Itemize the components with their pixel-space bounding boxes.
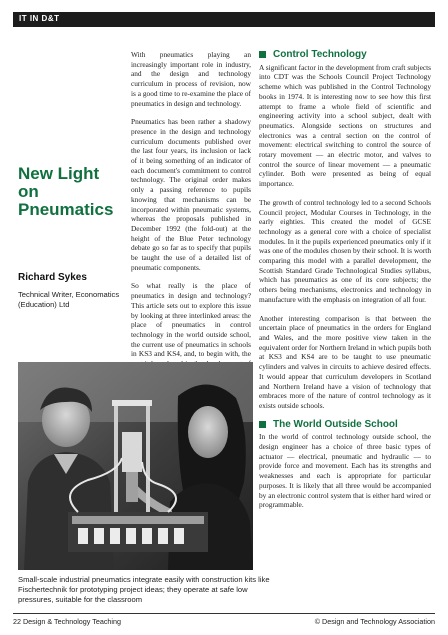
- paragraph: Pneumatics has been rather a shadowy presence in the design and technology curriculum documents published over the last four years, its inclusion or lack of it being something of an indicator of each document's commitment to control technology. The original order makes only a passing reference to pupils knowing that mechanisms can be incorporated within pneumatic systems, whereas the proposals published in December 1992 (the fold-out) at the height of the Blue Peter technology debate go so far as to specify that pupils be taught the use of a detailed list of pneumatic components.: [131, 117, 251, 272]
- headline-line-2: on: [18, 182, 39, 201]
- section-heading: [259, 420, 431, 430]
- section-tag-bar: [13, 12, 435, 27]
- author-name: Richard Sykes: [18, 272, 87, 283]
- paragraph: In the world of control technology outside school, the design engineer has a choice of three basic types of actuator — electrical, pneumatic and hydraulic — to provide force and movement. Each has its strengths and weaknesses and each is appropriate for particular purposes. It is likely that all three would be accompanied by an electronic control system that is either hard wired or programmable.: [259, 432, 431, 510]
- body-column-2: [131, 50, 251, 388]
- paragraph: The growth of control technology led to a second Schools Council project, Modular Courses in Technology, in the early eighties. This created the model of GCSE technology as a general core with a choice of specialist modules. In it the pupils experienced pneumatics only if it was one of the modules chosen by their school. It is worth comparing this model with a parallel development, the Scottish Standard Grade Technological Studies syllabus, which has pneumatics as one of its core subjects; the others being mechanisms, electronics and technology in manufacture with the emphasis on integration of all four.: [259, 197, 431, 304]
- section-heading-text: The World Outside School: [273, 418, 398, 430]
- author-role: Technical Writer, Economatics (Education) Ltd: [18, 290, 120, 309]
- article-headline: [18, 165, 128, 219]
- body-column-3: [259, 50, 431, 519]
- paragraph: So what really is the place of pneumatics in design and technology? This article sets out to explore this issue by looking at three interlinked areas: the place of pneumatics in control technology in the world outside school, the current use of pneumatics in schools in KS3 and KS4, and, to begin with, the: [131, 281, 251, 359]
- section-heading-text: Control Technology: [273, 49, 367, 60]
- classroom-photo: [18, 362, 253, 570]
- square-bullet-icon: [259, 421, 266, 428]
- footer-page-number: 22 Design & Technology Teaching: [13, 617, 122, 626]
- paragraph: With pneumatics playing an increasingly important role in industry, and the design and technology curriculum in process of revision, now is a good time to re-examine the place of pneumatics in design and technology.: [131, 50, 251, 108]
- paragraph: A significant factor in the development from craft subjects into CDT was the Schools Council Project Technology scheme which was published in the Control Technology books in 1974. It is interesting now to see how this first attempt to frame a whole field of scientific and engineering activity into a school subject, dealt with pneumatics. Alongside sections on structures and electronics was a central section on the control of movement: electrical switching to control the source of rotary movement — an electric motor, and valves to control the source of linear movement — a pneumatic cylinder. Both were presented as being of equal importance.: [259, 62, 431, 189]
- headline-line-1: New Light: [18, 164, 100, 183]
- footer-copyright: © Design and Technology Association: [314, 617, 435, 626]
- headline-line-3: Pneumatics: [18, 200, 114, 219]
- footer-divider: [13, 613, 435, 614]
- photo-caption: Small-scale industrial pneumatics integrate easily with construction kits like Fischertechnik for prototyping project ideas; they operate at safe low pressures, suitable for the classroom: [18, 575, 270, 604]
- paragraph: Another interesting comparison is that between the uncertain place of pneumatics in the orders for England and Wales, and the more positive view taken in the equivalent order for Northern Ireland in which pupils both at KS3 and KS4 are to be taught to use pneumatic cylinders and valves in circuits to achieve desired effects. It would appear that curriculum developers in Scotland and Northern Ireland have a vision of technology that embraces more of the nature of control technology as it exists outside schools.: [259, 313, 431, 410]
- square-bullet-icon: [259, 51, 266, 58]
- section-heading: [259, 50, 431, 60]
- section-tag: IT IN D&T: [19, 14, 60, 23]
- photo-illustration: [18, 362, 253, 570]
